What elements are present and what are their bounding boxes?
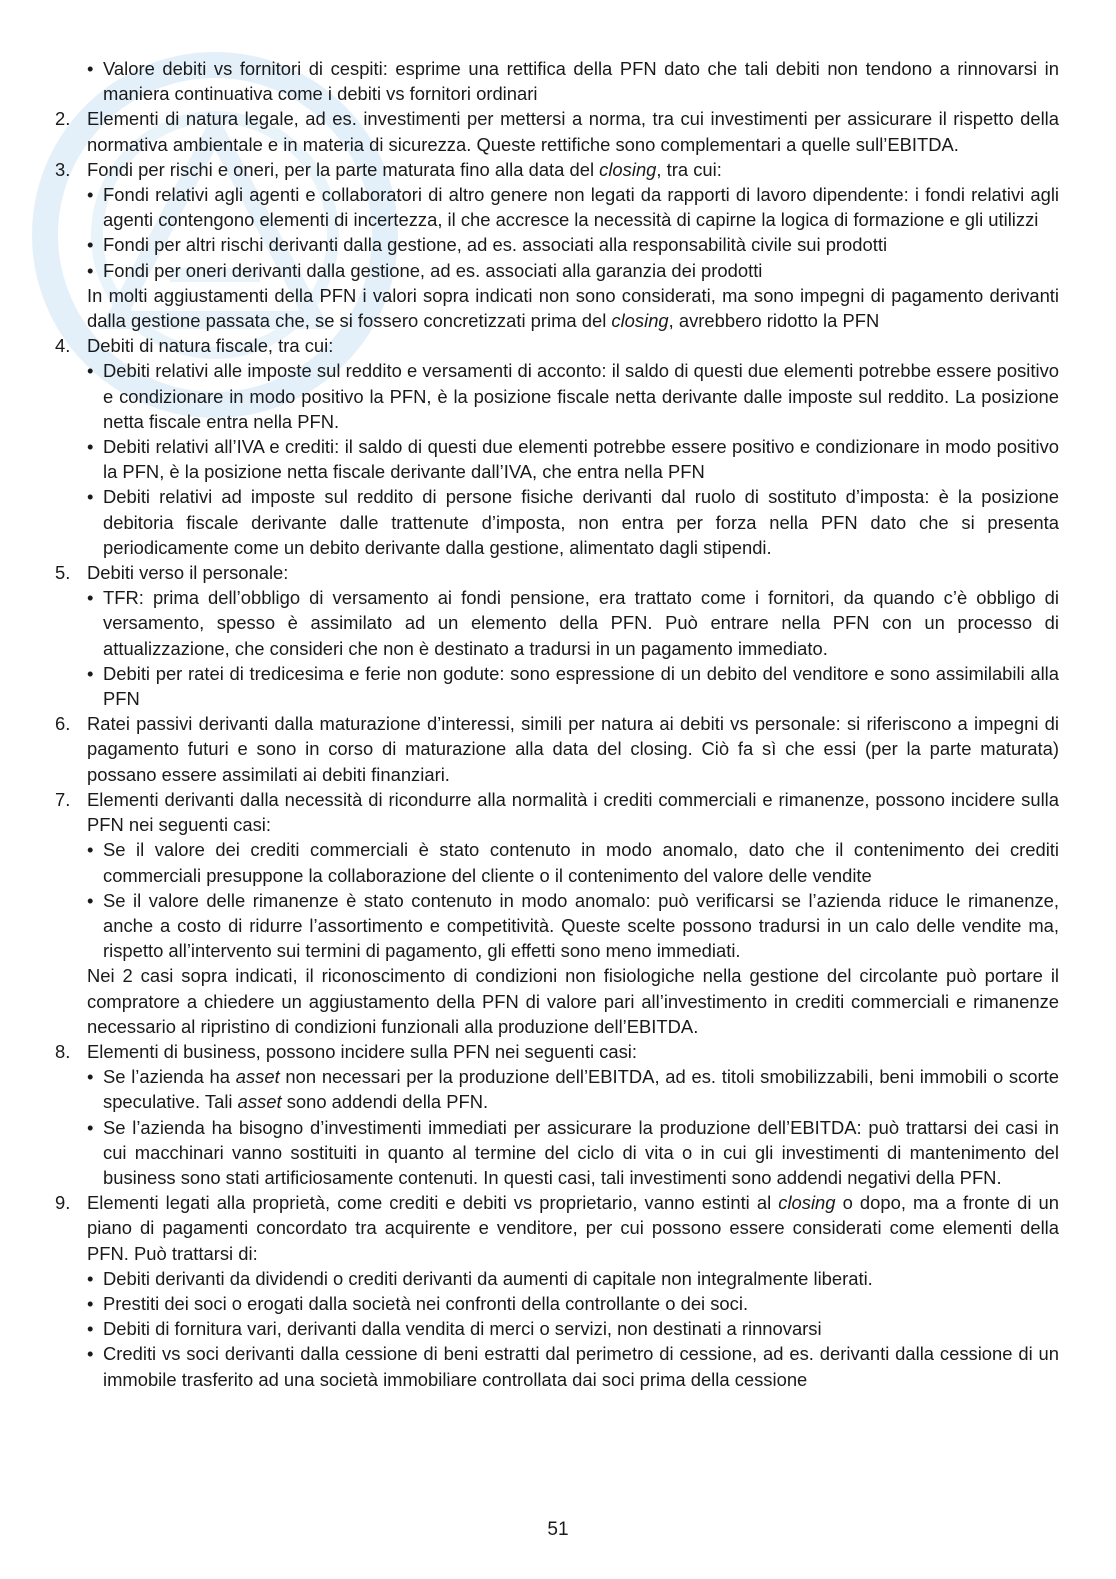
bullet-dot-icon: •: [87, 486, 94, 508]
item-body: [87, 157, 1059, 333]
list-item: [55, 560, 1059, 711]
item-text: Debiti di natura fiscale, tra cui:: [87, 335, 334, 357]
item-number: 3.: [55, 158, 71, 180]
bullet-text: Debiti derivanti da dividendi o crediti derivanti da aumenti di capitale non integralmente liberati.: [103, 1267, 873, 1289]
list-item: [55, 333, 1059, 560]
bullet-dot-icon: •: [87, 889, 94, 911]
sub-bullet: [87, 358, 1059, 434]
item-body: [87, 560, 1059, 711]
top-bullet: [87, 56, 1059, 106]
sub-bullet: [87, 837, 1059, 887]
bullet-dot-icon: •: [87, 1267, 94, 1289]
bullet-dot-icon: •: [87, 360, 94, 382]
item-number: 6.: [55, 713, 71, 735]
bullet-dot-icon: •: [87, 259, 94, 281]
item-text: Fondi per rischi e oneri, per la parte maturata fino alla data del closing, tra cui:: [87, 158, 722, 180]
sub-bullet: [87, 1115, 1059, 1191]
bullet-dot-icon: •: [87, 1066, 94, 1088]
sub-bullet: [87, 182, 1059, 232]
item-number: 9.: [55, 1192, 71, 1214]
sub-bullet: [87, 585, 1059, 661]
item-body: [87, 711, 1059, 787]
bullet-text: Fondi per altri rischi derivanti dalla gestione, ad es. associati alla responsabilità civile sui prodotti: [103, 234, 888, 256]
bullet-text: Debiti relativi all’IVA e crediti: il saldo di questi due elementi potrebbe essere positivo e condizionare in modo positivo la PFN, è la posizione netta fiscale derivante dall’IVA, che entra nella PFN: [103, 436, 1059, 483]
bullet-dot-icon: •: [87, 662, 94, 684]
sub-bullet: [87, 1316, 1059, 1341]
document-body: [55, 56, 1059, 1392]
bullet-text: Crediti vs soci derivanti dalla cessione di beni estratti dal perimetro di cessione, ad es. derivanti dalla cessione di un immobile trasferito ad una società immobiliare controllata dai soci prima della cessione: [103, 1343, 1059, 1390]
item-body: [87, 106, 1059, 156]
bullet-dot-icon: •: [87, 1292, 94, 1314]
sub-bullet: [87, 888, 1059, 964]
list-item: [55, 711, 1059, 787]
bullet-text: Prestiti dei soci o erogati dalla società nei confronti della controllante o dei soci.: [103, 1292, 749, 1314]
bullet-dot-icon: •: [87, 234, 94, 256]
bullet-text: Valore debiti vs fornitori di cespiti: esprime una rettifica della PFN dato che tali debiti non tendono a rinnovarsi in maniera continuativa come i debiti vs fornitori ordinari: [103, 58, 1059, 105]
item-text: Elementi legati alla proprietà, come crediti e debiti vs proprietario, vanno estinti al closing o dopo, ma a fronte di un piano di pagamenti concordato tra acquirente e venditore, per cui possono essere considerati come elementi della PFN. Può trattarsi di:: [87, 1192, 1059, 1264]
item-note: In molti aggiustamenti della PFN i valori sopra indicati non sono considerati, ma sono impegni di pagamento derivanti dalla gestione passata che, se si fossero concretizzati prima del closing, avrebbero ridotto la PFN: [87, 284, 1059, 332]
bullet-text: Se l’azienda ha bisogno d’investimenti immediati per assicurare la produzione dell’EBITDA: può trattarsi dei casi in cui macchinari vanno sostituiti in quanto al termine del ciclo di vita o in cui gli investimenti di mantenimento del business sono stati artificiosamente contenuti. In questi casi, tali investimenti sono addendi negativi della PFN.: [103, 1116, 1059, 1188]
bullet-text: Debiti relativi alle imposte sul reddito e versamenti di acconto: il saldo di questi due elementi potrebbe essere positivo e condizionare in modo positivo la PFN, è la posizione fiscale netta derivante dalle imposte sul reddito. La posizione netta fiscale entra nella PFN.: [103, 360, 1059, 432]
bullet-dot-icon: •: [87, 1318, 94, 1340]
item-number: 8.: [55, 1040, 71, 1062]
item-number: 5.: [55, 562, 71, 584]
item-body: [87, 1190, 1059, 1392]
item-body: [87, 333, 1059, 560]
sub-bullet: [87, 434, 1059, 484]
sub-bullet: [87, 661, 1059, 711]
item-number: 7.: [55, 788, 71, 810]
item-text: Elementi derivanti dalla necessità di ricondurre alla normalità i crediti commerciali e rimanenze, possono incidere sulla PFN nei seguenti casi:: [87, 788, 1059, 836]
bullet-text: TFR: prima dell’obbligo di versamento ai fondi pensione, era trattato come i fornitori, da quando c’è obbligo di versamento, spesso è assimilato ad un elemento della PFN. Può entrare nella PFN con un processo di attualizzazione, che consideri che non è destinato a tradursi in un pagamento immediato.: [103, 587, 1059, 659]
item-body: [87, 787, 1059, 1039]
item-body: [87, 1039, 1059, 1190]
bullet-text: Se l’azienda ha asset non necessari per la produzione dell’EBITDA, ad es. titoli smobilizzabili, beni immobili o scorte speculative. Tali asset sono addendi della PFN.: [103, 1066, 1060, 1113]
list-item: [55, 106, 1059, 156]
item-text: Ratei passivi derivanti dalla maturazione d’interessi, simili per natura ai debiti vs personale: si riferiscono a impegni di pagamento futuri e sono in corso di maturazione alla data del closing. Ciò fa sì che essi (per la parte maturata) possano essere assimilati ai debiti finanziari.: [87, 713, 1059, 785]
bullet-text: Debiti per ratei di tredicesima e ferie non godute: sono espressione di un debito del venditore e sono assimilabili alla PFN: [103, 662, 1059, 710]
bullet-text: Debiti relativi ad imposte sul reddito di persone fisiche derivanti dal ruolo di sostituto d’imposta: è la posizione debitoria fiscale derivante dalle trattenute d’imposta, non entra per forza nella PFN dato che si presenta periodicamente come un debito derivante dalla gestione, alimentato dagli stipendi.: [103, 486, 1059, 558]
bullet-dot-icon: •: [87, 1343, 94, 1365]
sub-bullet: [87, 1291, 1059, 1316]
item-number: 2.: [55, 108, 71, 130]
sub-bullet: [87, 258, 1059, 283]
item-text: Elementi di natura legale, ad es. investimenti per mettersi a norma, tra cui investimenti per assicurare il rispetto della normativa ambientale e in materia di sicurezza. Queste rettifiche sono complementari a quelle sull’EBITDA.: [87, 108, 1059, 155]
bullet-dot-icon: •: [87, 184, 94, 206]
bullet-text: Se il valore delle rimanenze è stato contenuto in modo anomalo: può verificarsi se l’azienda riduce le rimanenze, anche a costo di ridurre l’assortimento e competitività. Queste scelte possono tradursi in un calo delle vendite ma, rispetto all’intervento sui termini di pagamento, gli effetti sono meno immediati.: [103, 889, 1059, 962]
bullet-dot-icon: •: [87, 587, 94, 609]
sub-bullet: [87, 1266, 1059, 1291]
bullet-text: Se il valore dei crediti commerciali è stato contenuto in modo anomalo, dato che il contenimento dei crediti commerciali presuppone la collaborazione del cliente o il contenimento del valore delle vendite: [103, 839, 1059, 886]
sub-bullet: [87, 232, 1059, 257]
list-item: [55, 1190, 1059, 1392]
item-text: Debiti verso il personale:: [87, 562, 289, 584]
list-item: [55, 1039, 1059, 1190]
bullet-text: Fondi per oneri derivanti dalla gestione, ad es. associati alla garanzia dei prodotti: [103, 259, 763, 281]
list-item: [55, 157, 1059, 333]
item-number: 4.: [55, 335, 71, 357]
bullet-dot-icon: •: [87, 436, 94, 458]
sub-bullet: [87, 1064, 1059, 1114]
sub-bullet: [87, 484, 1059, 560]
page-number: 51: [547, 1519, 569, 1540]
bullet-dot-icon: •: [87, 839, 94, 861]
bullet-dot-icon: •: [87, 58, 94, 79]
bullet-dot-icon: •: [87, 1116, 94, 1138]
sub-bullet: [87, 1341, 1059, 1391]
bullet-text: Fondi relativi agli agenti e collaboratori di altro genere non legati da rapporti di lavoro dipendente: i fondi relativi agli agenti contengono elementi di incertezza, il che accresce la necessità di capirne la logica di formazione e gli utilizzi: [103, 184, 1059, 231]
list-item: [55, 787, 1059, 1039]
item-text: Elementi di business, possono incidere sulla PFN nei seguenti casi:: [87, 1040, 637, 1062]
item-note: Nei 2 casi sopra indicati, il riconoscimento di condizioni non fisiologiche nella gestione del circolante può portare il compratore a chiedere un aggiustamento della PFN di valore pari all’investimento in crediti commerciali e rimanenze necessario al ripristino di condizioni funzionali alla produzione dell’EBITDA.: [87, 965, 1059, 1037]
bullet-text: Debiti di fornitura vari, derivanti dalla vendita di merci o servizi, non destinati a rinnovarsi: [103, 1318, 822, 1340]
